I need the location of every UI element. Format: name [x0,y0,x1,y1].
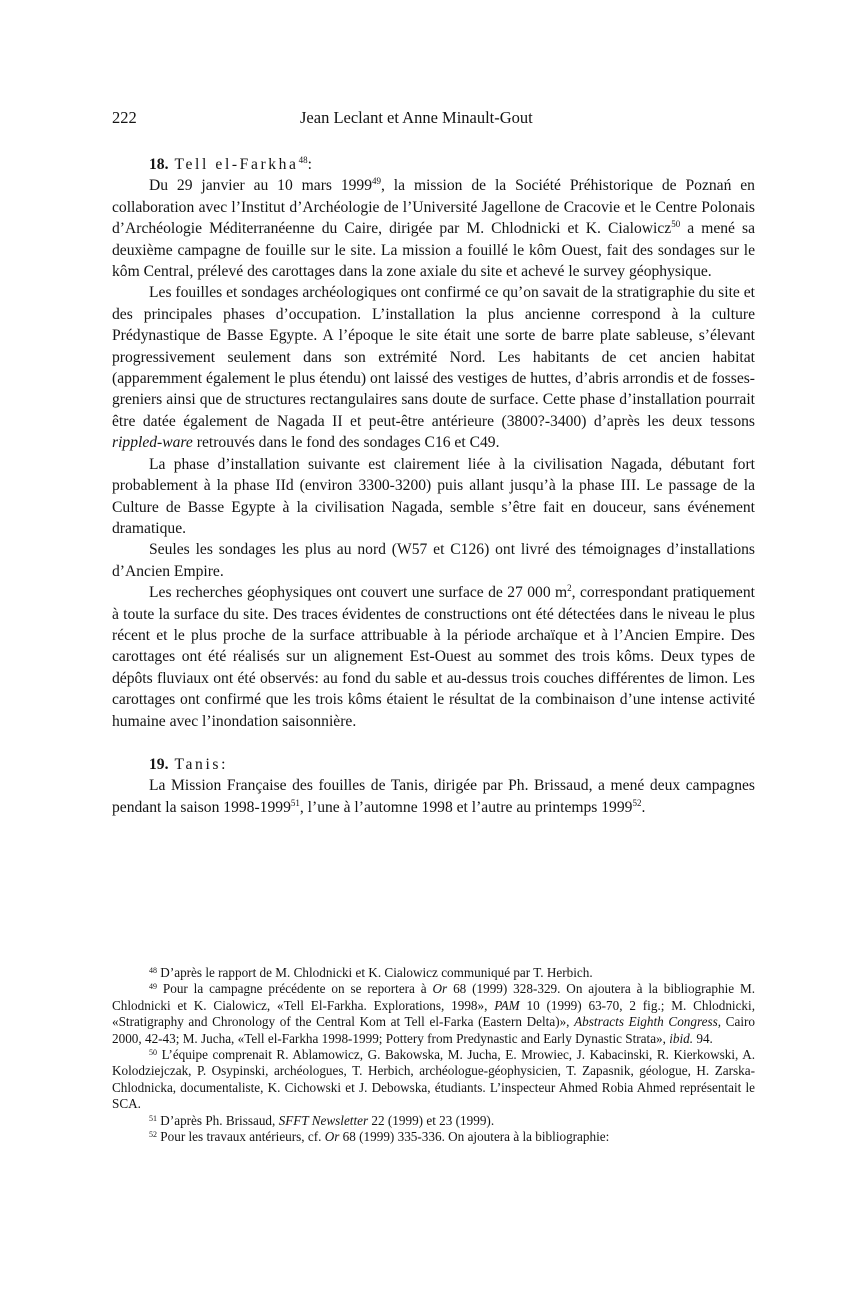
paragraph: La phase d’installation suivante est clairement liée à la civilisation Nagada, débutant fort probablement à la phase IId (environ 3300-3200) puis allant jusqu’à la phase III. Le passage de la Culture de Basse Egypte à la civilisation Nagada, semble s’être fait en douceur, sans événement dramatique. [112,455,755,537]
section-number: 19. [149,755,169,773]
paragraph: Du 29 janvier au 10 mars 1999$^{49}$, la mission de la Société Préhistorique de Poznań en collaboration avec l’Institut d’Archéologie de l’Université Jagellone de Cracovie et le Centre Polonais d’Archéologie Méditerranéenne du Caire, dirigée par M. Chlodnicki et K. Cialowicz$^{50}$ a mené sa deuxième campagne de fouille sur le site. La mission a fouillé le kôm Ouest, fait des sondages sur le kôm Central, prélevé des carottages dans la zone axiale du site et achevé le survey géophysique. [112,176,756,281]
section-title: Tell el-Farkha [174,156,299,173]
section-heading: 18. Tell el-Farkha$^{48}$: [149,155,312,173]
footnote-ref[interactable]: 48 [298,155,308,165]
footnotes [112,965,755,1145]
section-number: 18. [149,156,169,173]
footnote-number: 50 [149,1048,157,1058]
section-paragraphs [112,175,755,732]
running-header [112,108,755,144]
section-gap [112,732,755,754]
running-title: Jean Leclant et Anne Minault-Gout [300,108,533,127]
section-19 [112,754,755,818]
section-paragraphs [112,775,755,818]
footnote-ref[interactable]: 49 [372,176,382,187]
italic-text: PAM [494,997,520,1013]
footnote-number: 48 [149,966,157,975]
section-heading: 19. Tanis: [149,755,226,773]
footnote-ref[interactable]: 52 [632,797,642,808]
footnote: $^{52}$ Pour les travaux antérieurs, cf. Or 68 (1999) 335-336. On ajoutera à la bibliographie: [149,1129,610,1145]
italic-text: Or [432,981,448,997]
italic-text: Or [324,1129,340,1145]
footnote: $^{50}$ L’équipe comprenait R. Ablamowicz, G. Bakowska, M. Jucha, E. Mrowiec, J. Kabacinski, R. Kierkowski, A. Kolodziejczak, P. Osypinski, archéologues, T. Herbich, archéologue-géophysicien, T. Zapasnik, géologue, H. Zarska-Chlodnicka, documentaliste, K. Cichowski et J. Debowska, étudiants. L’inspecteur Ahmed Robia Ahmed représentait le SCA. [112,1047,756,1112]
footnote: $^{51}$ D’après Ph. Brissaud, SFFT Newsletter 22 (1999) et 23 (1999). [149,1112,495,1128]
footnote-ref[interactable]: 51 [290,797,300,808]
italic-text: Abstracts Eighth Congress [574,1014,718,1030]
section-18 [112,154,755,732]
italic-text: ibid. [669,1030,694,1046]
italic-text: rippled-ware [112,434,193,452]
paragraph: Seules les sondages les plus au nord (W57 et C126) ont livré des témoignages d’installations d’Ancien Empire. [112,541,755,580]
italic-text: SFFT Newsletter [278,1112,369,1128]
paragraph: La Mission Française des fouilles de Tanis, dirigée par Ph. Brissaud, a mené deux campagnes pendant la saison 1998-1999$^{51}$, l’une à l’automne 1998 et l’autre au printemps 1999$^{52}$. [112,777,755,816]
footnote-ref[interactable]: 50 [671,219,681,230]
paragraph: Les fouilles et sondages archéologiques ont confirmé ce qu’on savait de la stratigraphie du site et des principales phases d’occupation. L’installation la plus ancienne correspond à la culture Prédynastique de Basse Egypte. A l’époque le site était une sorte de barre plate sableuse, s’élevant progressivement seulement dans son extrémité Nord. Les habitants de cet ancien habitat (apparemment également le plus étendu) ont laissé des vestiges de huttes, d’abris arrondis et de fosses-greniers ainsi que de structures rectangulaires sans doute de surface. Cette phase d’installation pourrait être datée également de Nagada II et peut-être antérieure (3800?-3400) d’après les deux tessons rippled-ware retrouvés dans le fond des sondages C16 et C49. [112,284,755,452]
footnote-number: 51 [149,1113,157,1123]
page-number: 222 [112,108,137,127]
main-text [112,154,755,818]
paragraph: Les recherches géophysiques ont couvert une surface de 27 000 $m^2$, correspondant pratiquement à toute la surface du site. Des traces évidentes de constructions ont été détectées dans le niveau le plus récent et le plus proche de la surface attribuable à la période archaïque et à l’Ancien Empire. Des carottages ont été réalisés sur un alignement Est-Ouest au sommet des trois kôms. Deux types de dépôts fluviaux ont été observés: au fond du sable et au-dessus trois couches différentes de limon. Les carottages ont confirmé que les trois kôms étaient le résultat de la combinaison d’une intense activité humaine avec l’inondation saisonnière. [112,583,755,730]
footnote: $^{48}$ D’après le rapport de M. Chlodnicki et K. Cialowicz communiqué par T. Herbich. [149,965,593,980]
footnote-ref[interactable]: 2 [567,583,572,594]
footnote: $^{49}$ Pour la campagne précédente on se reportera à Or 68 (1999) 328-329. On ajoutera à la bibliographie M. Chlodnicki et K. Cialowicz, «Tell El-Farkha. Explorations, 1998», PAM 10 (1999) 63-70, 2 fig.; M. Chlodnicki, «Stratigraphy and Chronology of the Central Kom at Tell el-Farka (Eastern Delta)», Abstracts Eighth Congress, Cairo 2000, 42-43; M. Jucha, «Tell el-Farkha 1998-1999; Pottery from Predynastic and Early Dynastic Strata», ibid. 94. [112,981,755,1046]
footnote-number: 52 [149,1130,157,1140]
section-title: Tanis [174,755,222,773]
footnote-number: 49 [149,982,157,992]
